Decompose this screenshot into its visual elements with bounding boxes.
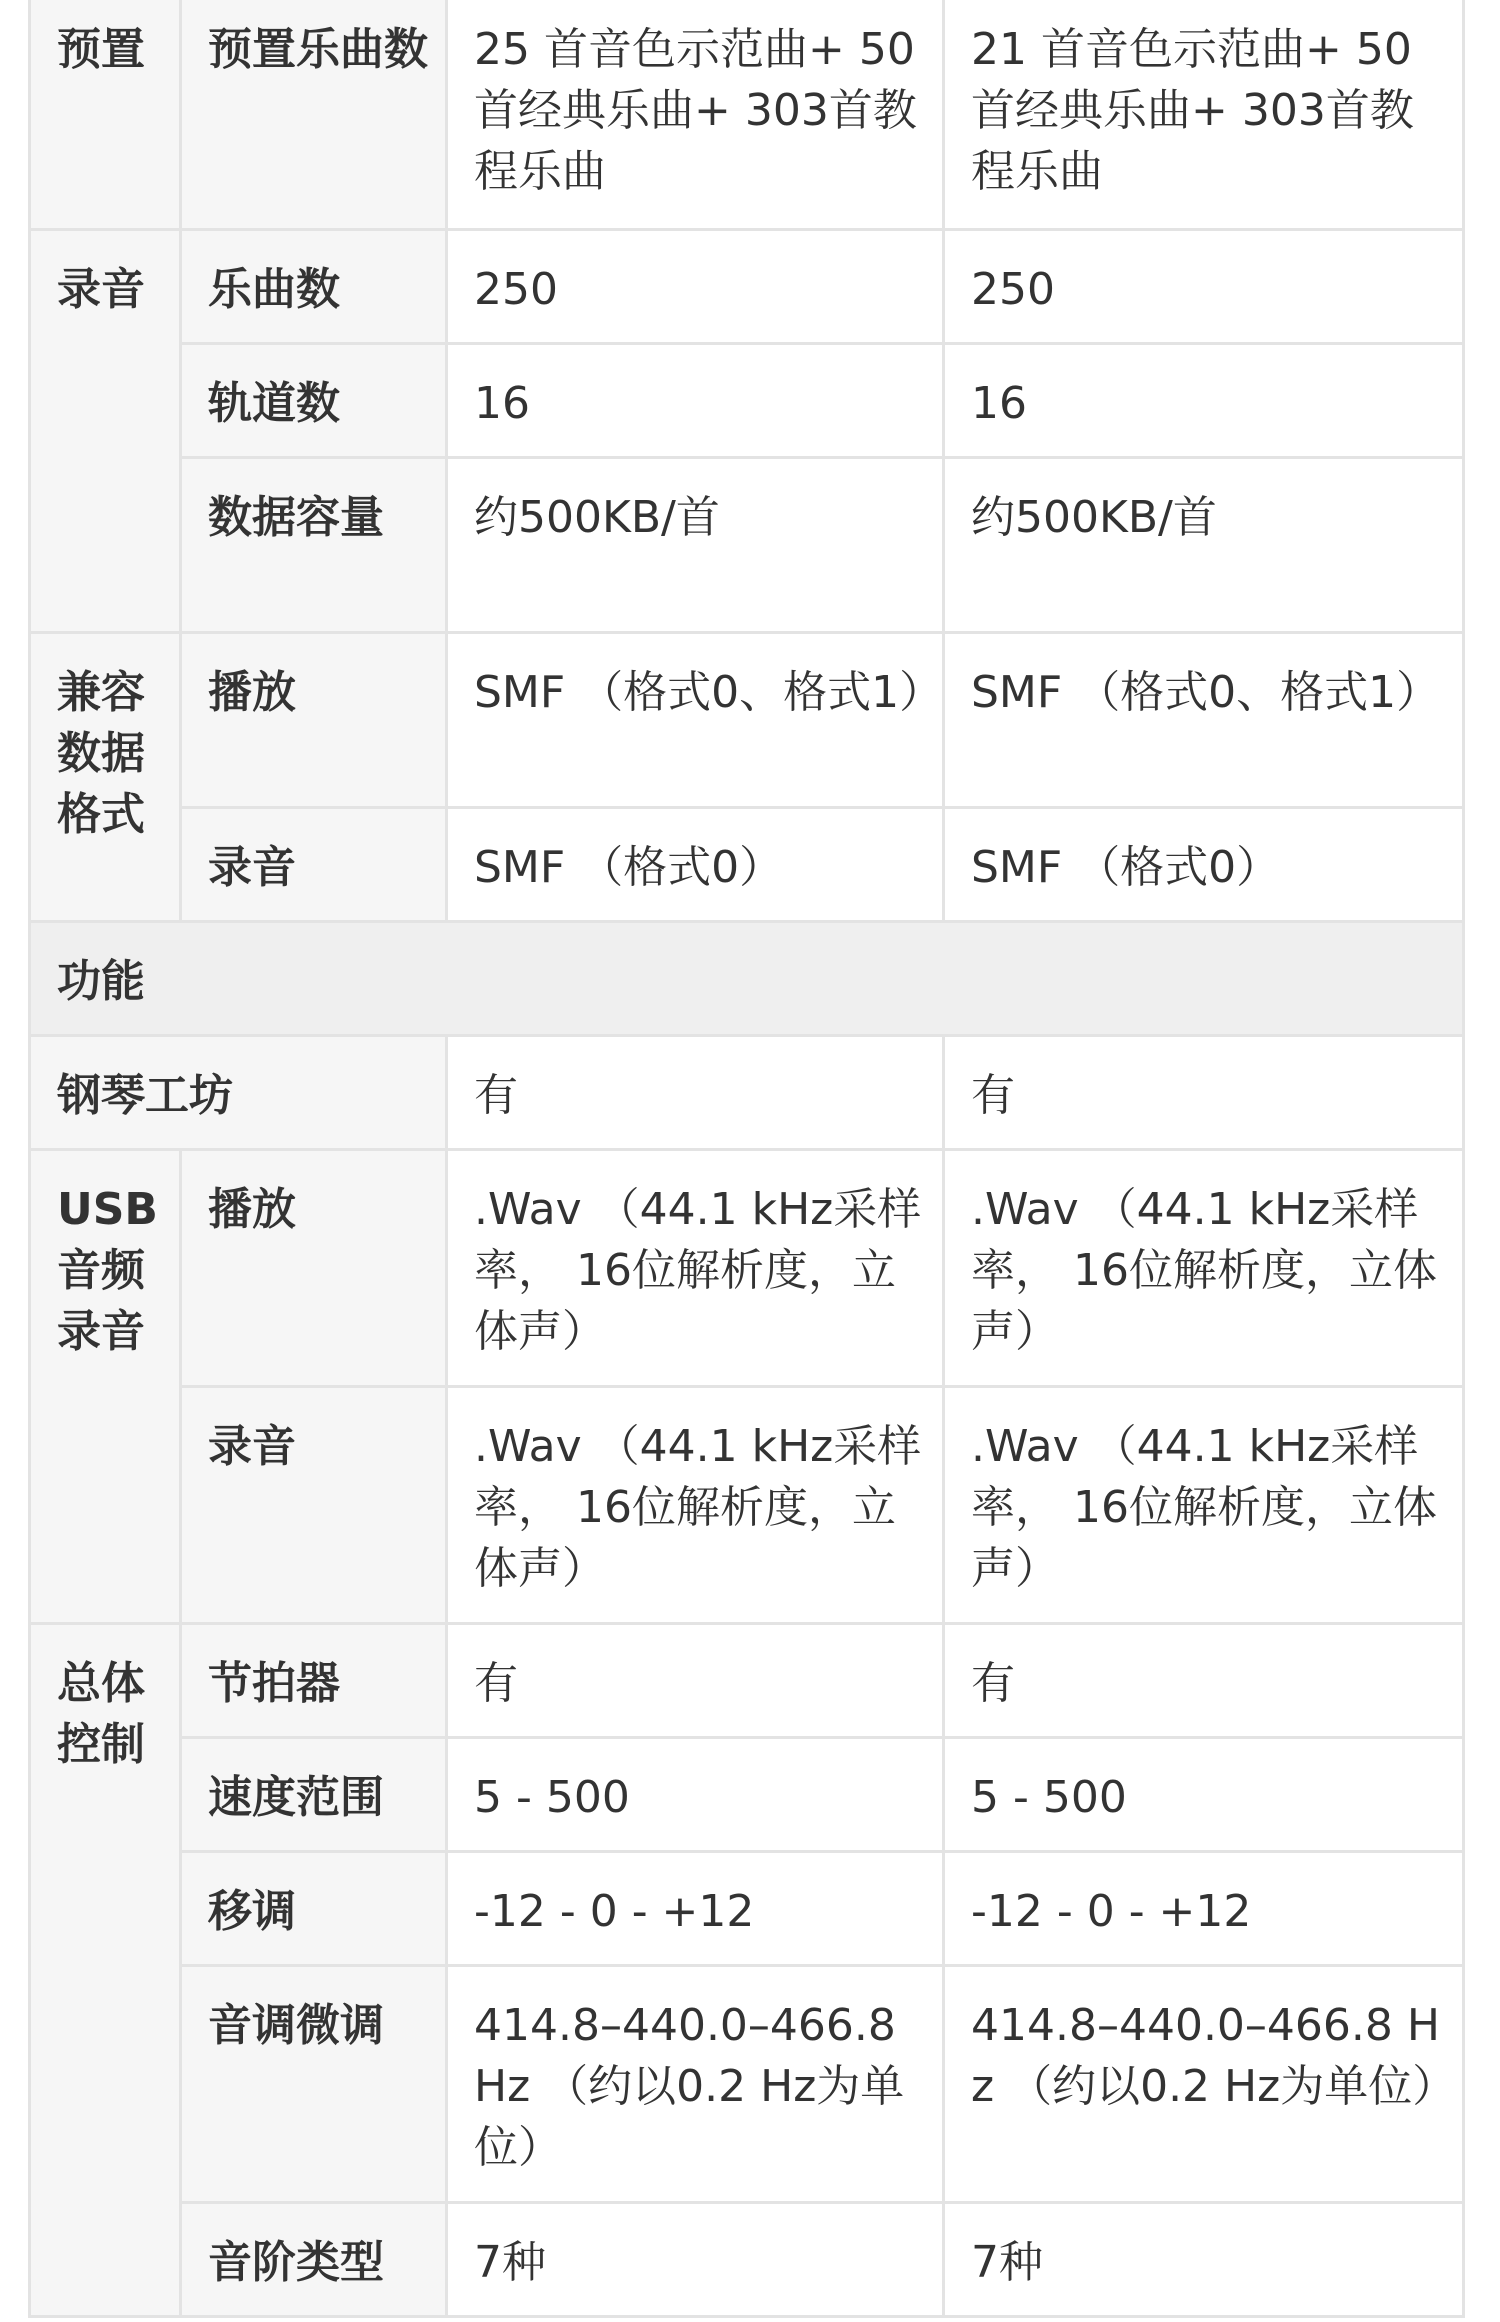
row-label: 移调 [181,1852,447,1966]
row-label: 播放 [181,633,447,808]
row-label: 预置乐曲数 [181,0,447,230]
group-label-recording: 录音 [30,230,181,633]
cell-value-model-1: 25 首音色示范曲+ 50首经典乐曲+ 303首教程乐曲 [447,0,944,230]
group-label-preset: 预置 [30,0,181,230]
row-label: 乐曲数 [181,230,447,344]
section-row [30,922,1464,1036]
table-row [30,633,1464,808]
cell-value-model-2: 414.8–440.0–466.8 Hz （约以0.2 Hz为单位） [944,1966,1464,2203]
row-label: 数据容量 [181,458,447,633]
table-row [30,458,1464,633]
cell-value-model-2: 约500KB/首 [944,458,1464,633]
table-row [30,344,1464,458]
cell-value-model-2: 5 - 500 [944,1738,1464,1852]
row-label: 播放 [181,1150,447,1387]
cell-value-model-1: 7种 [447,2203,944,2317]
cell-value-model-1: 5 - 500 [447,1738,944,1852]
group-label-usb-audio: USB音频录音 [30,1150,181,1624]
table-row [30,1966,1464,2203]
row-label: 音阶类型 [181,2203,447,2317]
table-row [30,230,1464,344]
cell-value-model-2: 有 [944,1624,1464,1738]
table-row [30,1624,1464,1738]
cell-value-model-2: 有 [944,1036,1464,1150]
table-row [30,1036,1464,1150]
row-label-piano-room: 钢琴工坊 [30,1036,447,1150]
cell-value-model-1: 16 [447,344,944,458]
cell-value-model-2: 21 首音色示范曲+ 50首经典乐曲+ 303首教程乐曲 [944,0,1464,230]
table-row [30,1738,1464,1852]
cell-value-model-1: .Wav （44.1 kHz采样率， 16位解析度，立体声） [447,1387,944,1624]
table-row [30,2203,1464,2317]
row-label: 节拍器 [181,1624,447,1738]
cell-value-model-1: -12 - 0 - +12 [447,1852,944,1966]
row-label: 轨道数 [181,344,447,458]
row-label: 音调微调 [181,1966,447,2203]
cell-value-model-2: 250 [944,230,1464,344]
cell-value-model-1: SMF （格式0、格式1） [447,633,944,808]
group-label-overall-controls: 总体控制 [30,1624,181,2317]
table-row [30,1387,1464,1624]
cell-value-model-1: 有 [447,1036,944,1150]
table-row [30,1150,1464,1387]
cell-value-model-2: -12 - 0 - +12 [944,1852,1464,1966]
cell-value-model-2: .Wav （44.1 kHz采样率， 16位解析度，立体声） [944,1150,1464,1387]
cell-value-model-1: 有 [447,1624,944,1738]
cell-value-model-2: 16 [944,344,1464,458]
section-title-functions: 功能 [30,922,1464,1036]
cell-value-model-1: 250 [447,230,944,344]
group-label-compat-format: 兼容数据格式 [30,633,181,922]
table-row [30,0,1464,230]
cell-value-model-1: SMF （格式0） [447,808,944,922]
cell-value-model-2: SMF （格式0、格式1） [944,633,1464,808]
cell-value-model-1: 约500KB/首 [447,458,944,633]
row-label: 速度范围 [181,1738,447,1852]
table-row [30,1852,1464,1966]
table-row [30,808,1464,922]
row-label: 录音 [181,808,447,922]
cell-value-model-2: 7种 [944,2203,1464,2317]
spec-table [28,0,1465,2318]
cell-value-model-2: SMF （格式0） [944,808,1464,922]
cell-value-model-1: .Wav （44.1 kHz采样率， 16位解析度，立体声） [447,1150,944,1387]
cell-value-model-1: 414.8–440.0–466.8 Hz （约以0.2 Hz为单位） [447,1966,944,2203]
row-label: 录音 [181,1387,447,1624]
cell-value-model-2: .Wav （44.1 kHz采样率， 16位解析度，立体声） [944,1387,1464,1624]
